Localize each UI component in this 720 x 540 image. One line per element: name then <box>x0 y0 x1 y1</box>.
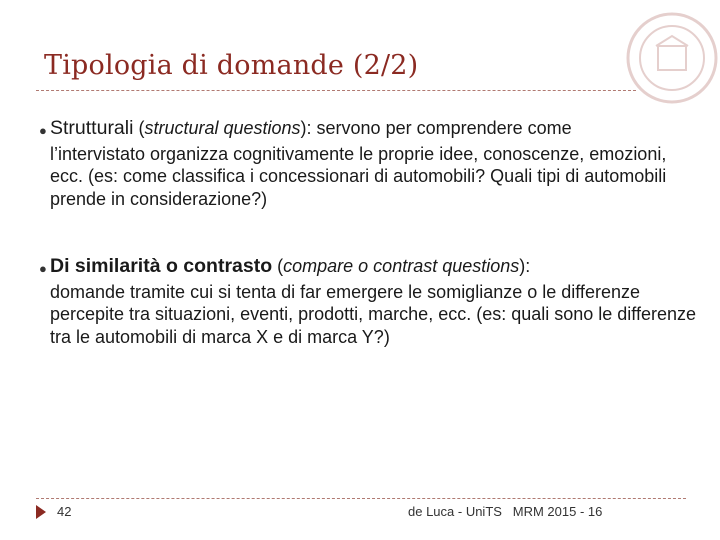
bullet-gloss: compare o contrast questions <box>283 256 520 276</box>
page-number: 42 <box>57 504 72 519</box>
footer-divider <box>36 498 686 499</box>
bullet-paren-close: ): servono per comprendere come <box>300 118 572 138</box>
university-seal-icon <box>622 8 720 108</box>
bullet-continuation: l’intervistato organizza cognitivamente le proprie idee, conoscenze, emozioni, ecc. (es: come classifica i concessionari di automobili? Quali tipi di automobili prende in considerazione?) <box>50 143 667 209</box>
slide-title: Tipologia di domande (2/2) <box>44 50 419 81</box>
bullet-dot: ● <box>39 261 47 276</box>
bullet-structural <box>39 117 700 210</box>
arrow-right-icon <box>36 505 46 519</box>
footer-text: de Luca - UniTS MRM 2015 - 16 <box>408 504 603 519</box>
bullet-term: Di similarità o contrasto <box>50 255 273 277</box>
bullet-compare <box>39 255 700 348</box>
bullet-term: Strutturali <box>50 117 134 139</box>
bullet-continuation: domande tramite cui si tenta di far emergere le somiglianze o le differenze percepite tra situazioni, eventi, prodotti, marche, ecc. (es: quali sono le differenze tra le automobili di marca X e di marca Y?) <box>50 281 697 347</box>
bullet-paren-open: ( <box>133 118 145 138</box>
bullet-paren-close: ): <box>519 256 531 276</box>
bullet-paren-open: ( <box>272 256 284 276</box>
bullet-gloss: structural questions <box>144 118 301 138</box>
bullet-dot: ● <box>39 123 47 138</box>
title-divider <box>36 90 636 91</box>
